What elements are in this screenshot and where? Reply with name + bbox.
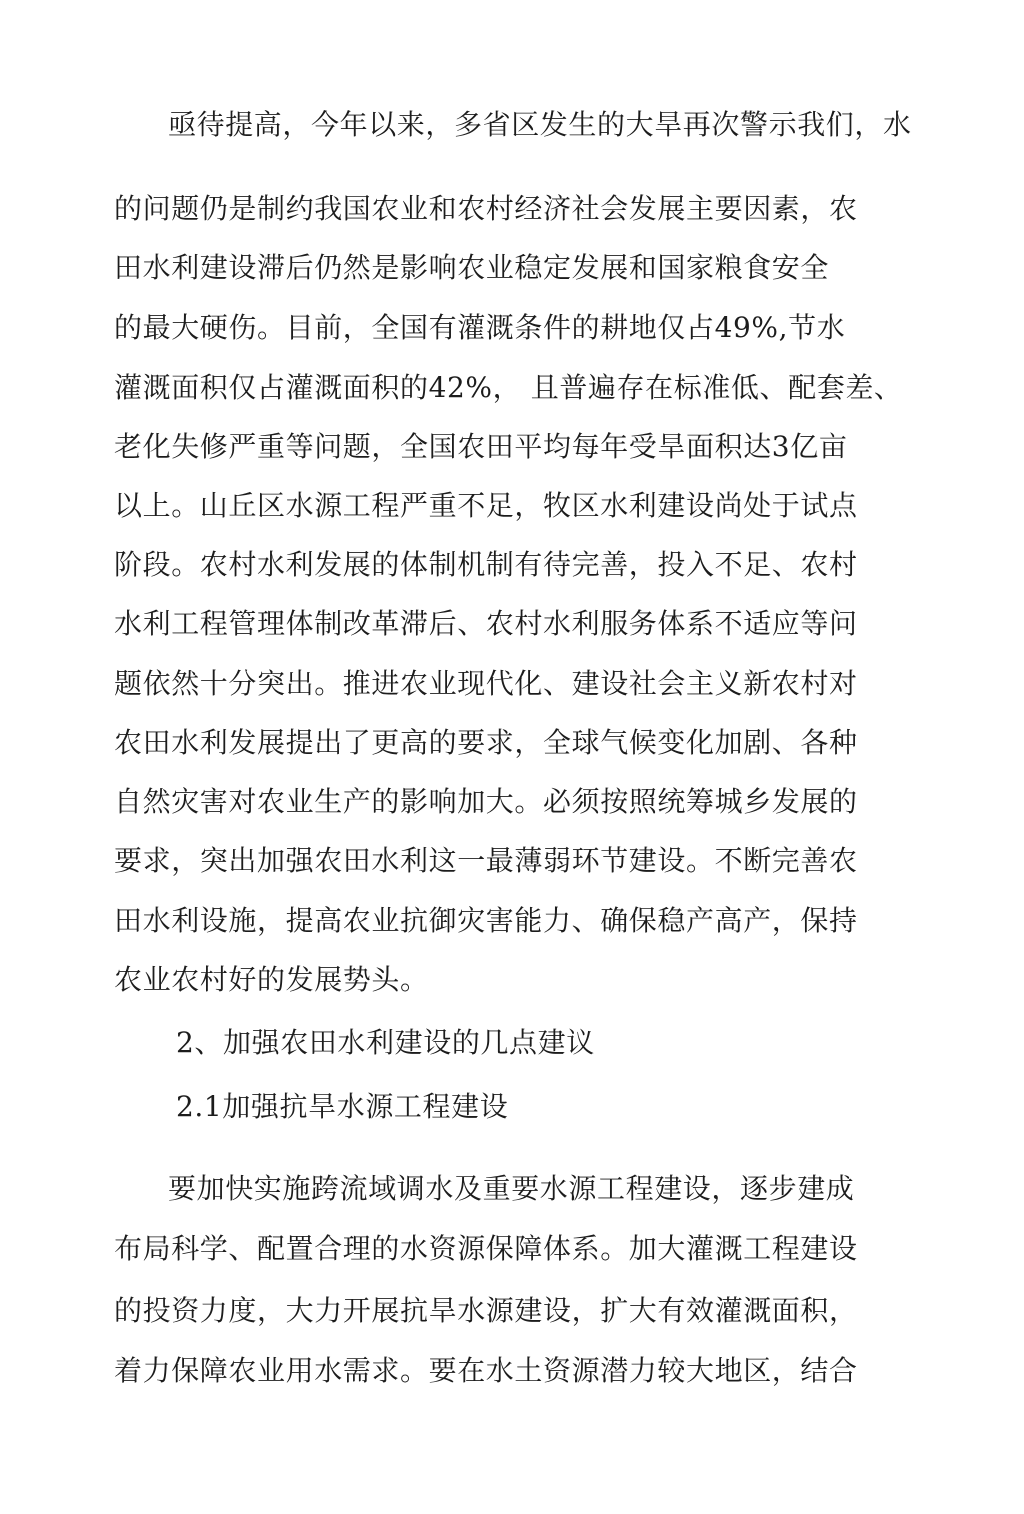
paragraph-line: 农田水利发展提出了更高的要求，全球气候变化加剧、各种	[114, 726, 858, 759]
paragraph-line: 着力保障农业用水需求。要在水土资源潜力较大地区，结合	[114, 1354, 858, 1387]
paragraph-line: 要加快实施跨流域调水及重要水源工程建设，逐步建成	[168, 1172, 855, 1205]
paragraph-line: 亟待提高，今年以来，多省区发生的大旱再次警示我们，水	[168, 108, 912, 141]
subsection-heading: 2.1加强抗旱水源工程建设	[176, 1090, 509, 1123]
paragraph-line: 的投资力度，大力开展抗旱水源建设，扩大有效灌溉面积，	[114, 1294, 858, 1327]
paragraph-line: 阶段。农村水利发展的体制机制有待完善，投入不足、农村	[114, 548, 858, 581]
paragraph-line: 自然灾害对农业生产的影响加大。必须按照统筹城乡发展的	[114, 785, 858, 818]
paragraph-line: 的问题仍是制约我国农业和农村经济社会发展主要因素，农	[114, 192, 858, 225]
paragraph-line: 要求，突出加强农田水利这一最薄弱环节建设。不断完善农	[114, 844, 858, 877]
paragraph-line: 以上。山丘区水源工程严重不足，牧区水利建设尚处于试点	[114, 489, 858, 522]
section-heading: 2、加强农田水利建设的几点建议	[176, 1026, 595, 1059]
paragraph-line: 题依然十分突出。推进农业现代化、建设社会主义新农村对	[114, 667, 858, 700]
paragraph-line: 田水利设施，提高农业抗御灾害能力、确保稳产高产，保持	[114, 904, 858, 937]
paragraph-line: 布局科学、配置合理的水资源保障体系。加大灌溉工程建设	[114, 1232, 858, 1265]
paragraph-line: 水利工程管理体制改革滞后、农村水利服务体系不适应等问	[114, 607, 858, 640]
paragraph-line: 灌溉面积仅占灌溉面积的42%， 且普遍存在标准低、配套差、	[114, 371, 903, 404]
paragraph-line: 田水利建设滞后仍然是影响农业稳定发展和国家粮食安全	[114, 251, 830, 284]
paragraph-line: 农业农村好的发展势头。	[114, 963, 429, 996]
paragraph-line: 老化失修严重等问题，全国农田平均每年受旱面积达3亿亩	[114, 430, 848, 463]
paragraph-line: 的最大硬伤。目前，全国有灌溉条件的耕地仅占49%,节水	[114, 311, 846, 344]
